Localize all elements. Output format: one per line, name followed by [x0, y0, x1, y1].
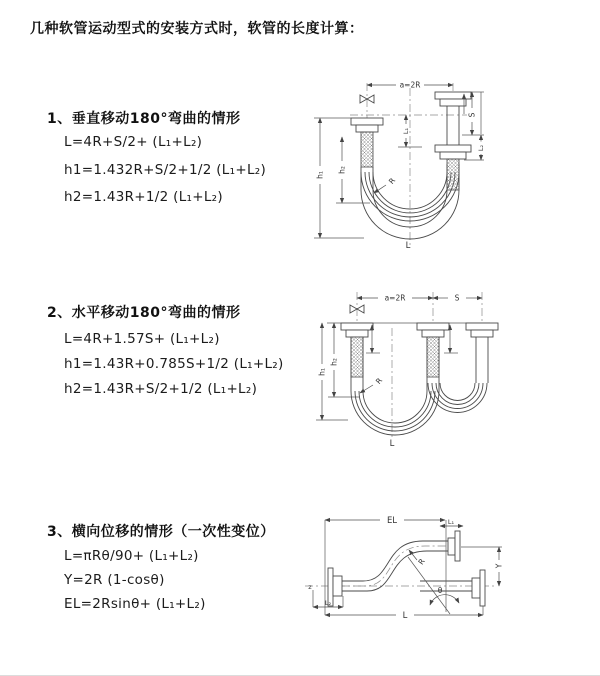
dim-l2-label: L₂	[324, 599, 332, 607]
dim-l1-label: L₁	[447, 518, 455, 526]
dim-r-label: R	[373, 376, 385, 386]
section-3-formula-L: L=πRθ/90+ (L₁+L₂)	[64, 548, 199, 564]
flanges	[328, 531, 485, 606]
dim-r-label: R	[386, 176, 398, 186]
section-3-formula-EL: EL=2Rsinθ+ (L₁+L₂)	[64, 596, 206, 612]
diagram-1-drawing	[312, 72, 597, 262]
braid-section-left	[351, 337, 363, 377]
diagram-horizontal-180-bend	[312, 280, 600, 450]
dim-h1-label: h₁	[317, 368, 327, 376]
hose-fittings	[327, 323, 498, 377]
dim-r-label: R	[416, 556, 427, 567]
dim-y-label: Y	[494, 563, 504, 569]
diagram-2-drawing	[312, 280, 600, 450]
section-3-formula-Y: Y=2R (1-cosθ)	[64, 572, 165, 588]
dim-l1-label: L₁	[402, 127, 410, 135]
section-1-formula-L: L=4R+S/2+ (L₁+L₂)	[64, 134, 203, 150]
dim-l-label: L	[389, 439, 395, 449]
dim-theta-label: θ	[437, 586, 443, 595]
dim-h2-label: h₂	[337, 166, 347, 174]
dim-l-label: L	[405, 241, 411, 251]
dimensions	[316, 294, 482, 450]
dim-a2r-label: a=2R	[384, 293, 406, 303]
displaced-flange	[455, 531, 460, 561]
dim-s-label: S	[454, 293, 460, 303]
braid-section-middle	[427, 337, 439, 377]
original-position-flange	[480, 570, 485, 606]
braid-section-left	[361, 132, 373, 167]
section-2-heading: 2、水平移动180°弯曲的情形	[47, 305, 241, 321]
dim-l2-label: L₂	[477, 144, 485, 152]
section-1-formula-h1: h1=1.432R+S/2+1/2 (L₁+L₂)	[64, 162, 267, 178]
dim-s-label: S	[467, 112, 477, 118]
dim-h1-label: h₁	[315, 171, 325, 179]
diagram-lateral-displacement	[300, 508, 600, 633]
page-title: 几种软管运动型式的安装方式时，软管的长度计算：	[30, 21, 364, 37]
diagram-vertical-180-bend	[312, 72, 597, 262]
centerline-break-mark: z	[308, 583, 312, 591]
section-2-formula-h1: h1=1.43R+0.785S+1/2 (L₁+L₂)	[64, 356, 284, 372]
diagram-3-drawing	[300, 508, 600, 633]
braid-section-right	[447, 159, 459, 190]
dim-h2-label: h₂	[329, 358, 339, 366]
dimensions	[308, 516, 503, 621]
section-2-formula-h2: h2=1.43R+S/2+1/2 (L₁+L₂)	[64, 381, 258, 397]
section-2-formula-L: L=4R+1.57S+ (L₁+L₂)	[64, 331, 220, 347]
section-1-heading: 1、垂直移动180°弯曲的情形	[47, 111, 241, 127]
construction-lines	[408, 520, 459, 614]
section-3-heading: 3、横向位移的情形（一次性变位）	[47, 524, 275, 540]
dim-a2r-label: a=2R	[399, 80, 421, 90]
dim-l-label: L	[402, 611, 408, 621]
section-1-formula-h2: h2=1.43R+1/2 (L₁+L₂)	[64, 189, 223, 205]
dim-el-label: EL	[386, 516, 398, 526]
